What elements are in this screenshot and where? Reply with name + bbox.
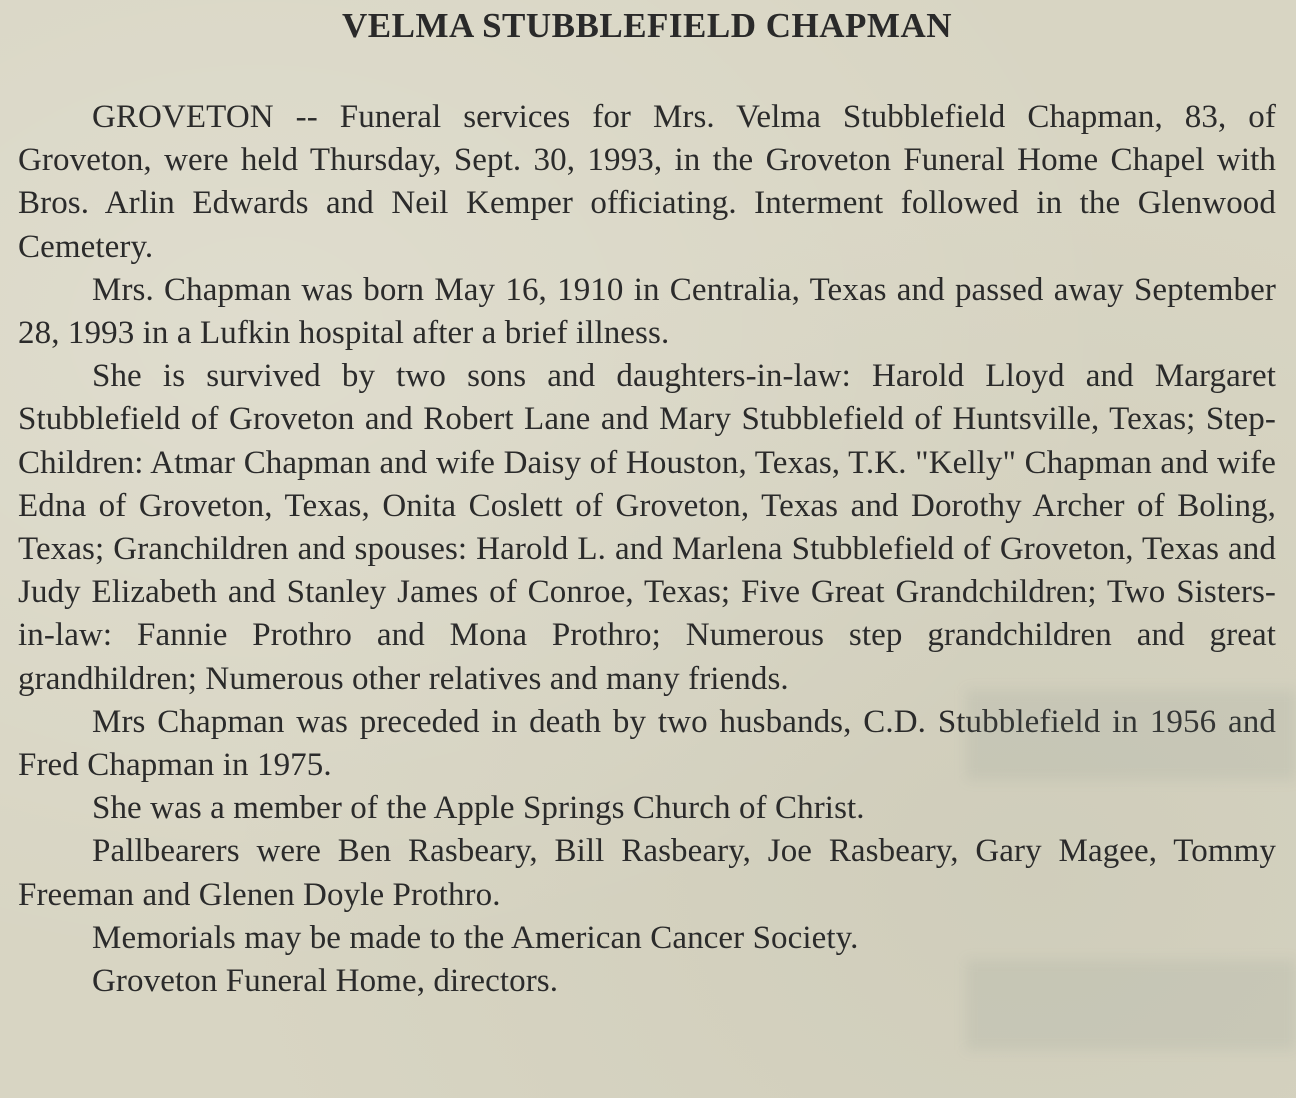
- paragraph-preceded-in-death: Mrs Chapman was preceded in death by two husbands, C.D. Stubblefield in 1956 and Fred Chapman in 1975.: [18, 703, 1276, 784]
- paragraph-survivors: She is survived by two sons and daughters-in-law: Harold Lloyd and Margaret Stubblefield of Groveton and Robert Lane and Mary Stubblefield of Huntsville, Texas; Step-Children: Atmar Chapman and wife Daisy of Houston, Texas, T.K. "Kelly" Chapman and wife Edna of Groveton, Texas, Onita Coslett of Groveton, Texas and Dorothy Archer of Boling, Texas; Granchildren and spouses: Harold L. and Marlena Stubblefield of Groveton, Texas and Judy Elizabeth and Stanley James of Conroe, Texas; Five Great Grandchildren; Two Sisters-in-law: Fannie Prothro and Mona Prothro; Numerous step grandchildren and great grandhildren; Numerous other relatives and many friends.: [18, 358, 1276, 697]
- paragraph-church-membership: She was a member of the Apple Springs Church of Christ.: [92, 790, 865, 827]
- paragraph-funeral-services: GROVETON -- Funeral services for Mrs. Velma Stubblefield Chapman, 83, of Groveton, were held Thursday, Sept. 30, 1993, in the Groveton Funeral Home Chapel with Bros. Arlin Edwards and Neil Kemper officiating. Interment followed in the Glenwood Cemetery.: [18, 99, 1276, 265]
- paragraph-memorials: Memorials may be made to the American Cancer Society.: [92, 919, 859, 956]
- paragraph-funeral-home: Groveton Funeral Home, directors.: [92, 963, 559, 1000]
- print-bleed-through: [966, 960, 1296, 1050]
- obituary-body: [18, 96, 1276, 1003]
- paragraph-birth-death: Mrs. Chapman was born May 16, 1910 in Centralia, Texas and passed away September 28, 1993 in a Lufkin hospital after a brief illness.: [18, 271, 1276, 352]
- print-bleed-through: [966, 690, 1296, 780]
- paragraph-pallbearers: Pallbearers were Ben Rasbeary, Bill Rasbeary, Joe Rasbeary, Gary Magee, Tommy Freeman and Glenen Doyle Prothro.: [18, 833, 1276, 913]
- obituary-headline: VELMA STUBBLEFIELD CHAPMAN: [341, 6, 953, 45]
